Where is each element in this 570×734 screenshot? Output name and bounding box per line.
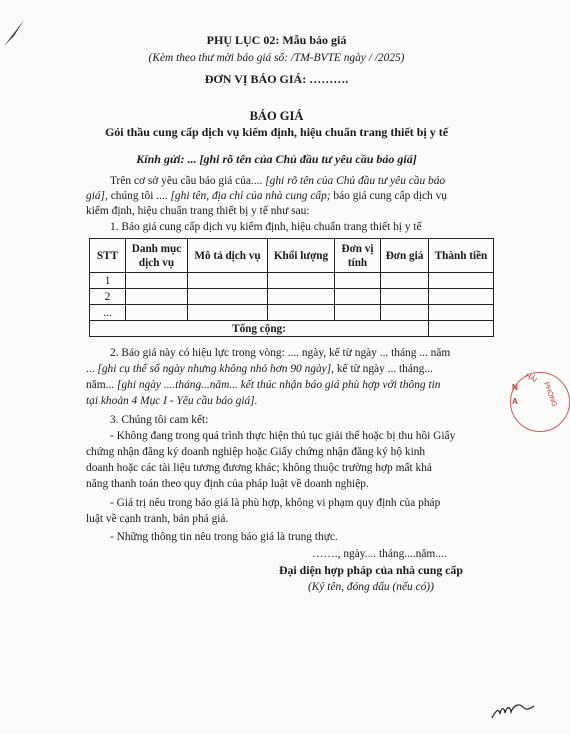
stamp-text: HẢI — [524, 372, 538, 385]
initials-signature — [490, 700, 536, 722]
table-row — [90, 273, 494, 289]
table-cell — [188, 305, 268, 321]
column-header-stt: STT — [90, 239, 126, 273]
quote-table — [89, 238, 494, 337]
section-3-heading: 3. Chúng tôi cam kết: — [110, 414, 209, 426]
greeting-label: Kính gửi: ... — [136, 152, 197, 166]
commitment-2-line-1: - Giá trị nêu trong báo giá là phù hợp, không vi phạm quy định của pháp — [110, 497, 441, 509]
row-number: ... — [90, 305, 126, 321]
table-cell — [268, 305, 335, 321]
intro-line-2 — [86, 189, 487, 203]
table-cell — [268, 273, 335, 289]
table-header-row — [90, 239, 494, 273]
commitment-2-line-2: luật về cạnh tranh, bán phá giá. — [86, 513, 229, 525]
table-cell — [381, 289, 429, 305]
table-cell — [126, 273, 188, 289]
row-number: 1 — [90, 273, 126, 289]
reference-note: (Kèm theo thư mời báo giá số: /TM-BVTE ngày / /2025) — [148, 52, 405, 64]
table-cell — [429, 289, 494, 305]
table-cell — [335, 289, 381, 305]
table-cell — [429, 273, 494, 289]
commitment-1-line-3: doanh hoặc các tài liệu tương đương khác; không thuộc trường hợp mất khả — [86, 462, 432, 474]
section-2-text: năm... — [86, 379, 118, 391]
section-2-text: ... — [86, 363, 98, 375]
table-cell — [126, 289, 188, 305]
table-cell — [126, 305, 188, 321]
commitment-3: - Những thông tin nêu trong báo giá là trung thực. — [110, 531, 338, 543]
commitment-1-line-2: chứng nhận đăng ký doanh nghiệp hoặc Giấy chứng nhận đăng ký hộ kinh — [86, 446, 426, 458]
intro-line-1 — [110, 174, 487, 188]
intro-placeholder: giá] — [86, 190, 105, 202]
table-cell — [429, 305, 494, 321]
signature-note: (Ký tên, đóng dấu (nếu có)) — [308, 581, 434, 593]
section-2-placeholder: [ghi cụ thể số ngày nhưng không nhỏ hơn 90 ngày] — [97, 363, 332, 375]
document-title: BÁO GIÁ — [249, 109, 304, 123]
table-cell — [335, 273, 381, 289]
stamp-text: PHÒNG — [542, 381, 558, 408]
signing-date-line: ……., ngày.... tháng....năm.... — [312, 548, 447, 560]
package-title: Gói thầu cung cấp dịch vụ kiểm định, hiệu chuẩn trang thiết bị y tế — [104, 125, 449, 139]
intro-text: Trên cơ sở yêu cầu báo giá của.... — [110, 175, 266, 187]
stamp-letter: A — [512, 397, 518, 406]
table-row — [90, 289, 494, 305]
column-header-quantity: Khối lượng — [268, 239, 335, 273]
section-2-line-1: 2. Báo giá này có hiệu lực trong vòng: .... ngày, kể từ ngày ... tháng ... năm — [110, 347, 451, 359]
table-cell — [188, 273, 268, 289]
table-cell — [381, 273, 429, 289]
table-total-row — [90, 321, 494, 337]
total-label: Tổng cộng: — [90, 321, 429, 337]
intro-placeholder: [ghi tên, địa chỉ của nhà cung cấp; — [170, 190, 331, 202]
appendix-title: PHỤ LỤC 02: Mẫu báo giá — [206, 33, 347, 47]
quoting-unit-label: ĐƠN VỊ BÁO GIÁ: ………. — [204, 72, 349, 86]
column-header-unit-price: Đơn giá — [381, 239, 429, 273]
intro-text: , chúng tôi .... — [105, 190, 171, 202]
column-header-service-description: Mô tả dịch vụ — [188, 239, 268, 273]
section-2-placeholder: [ghi ngày ....tháng...năm... kết thúc nhận báo giá phù hợp với thông tin — [117, 379, 441, 391]
greeting — [0, 152, 553, 166]
red-stamp-partial — [510, 372, 570, 432]
section-2-line-4: tại khoản 4 Mục I - Yêu cầu báo giá]. — [86, 395, 258, 407]
greeting-placeholder: [ghi rõ tên của Chủ đầu tư yêu cầu báo giá] — [199, 152, 417, 166]
table-cell — [268, 289, 335, 305]
representative-label: Đại diện hợp pháp của nhà cung cấp — [279, 563, 463, 577]
table-cell — [381, 305, 429, 321]
row-number: 2 — [90, 289, 126, 305]
table-row — [90, 305, 494, 321]
section-2-line-3 — [86, 378, 441, 392]
column-header-unit: Đơn vị tính — [335, 239, 381, 273]
commitment-1-line-4: năng thanh toán theo quy định của pháp luật về doanh nghiệp. — [86, 478, 369, 490]
intro-placeholder: [ghi rõ tên của Chủ đầu tư yêu cầu báo — [265, 175, 446, 187]
commitment-1-line-1: - Không đang trong quá trình thực hiện thủ tục giải thể hoặc bị thu hồi Giấy — [110, 430, 456, 442]
section-2-line-2 — [86, 362, 433, 376]
column-header-service-list: Danh mục dịch vụ — [126, 239, 188, 273]
table-cell — [335, 305, 381, 321]
total-amount-cell — [429, 321, 494, 337]
item-1-heading: 1. Báo giá cung cấp dịch vụ kiểm định, hiệu chuẩn trang thiết bị y tế — [110, 221, 422, 233]
stamp-letter: N — [512, 383, 518, 392]
column-header-amount: Thành tiền — [429, 239, 494, 273]
intro-line-3: kiểm định, hiệu chuẩn trang thiết bị y tế như sau: — [86, 205, 310, 217]
table-cell — [188, 289, 268, 305]
intro-text: báo giá cung cấp dịch vụ — [330, 190, 447, 202]
section-2-text: , kể từ ngày ... tháng... — [331, 363, 433, 375]
